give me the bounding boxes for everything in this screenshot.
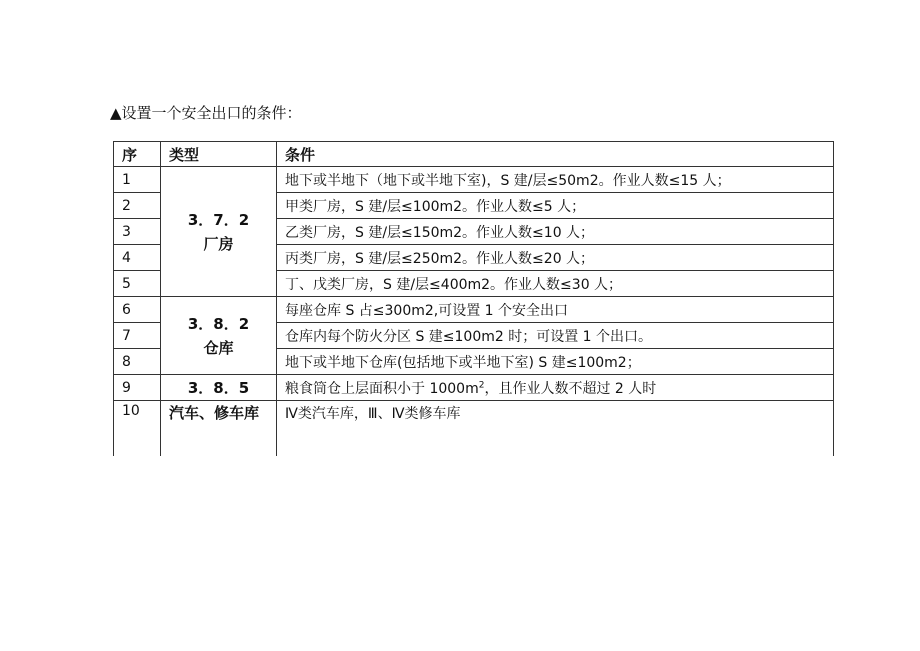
row-seq: 3 [114,219,161,245]
row-condition: Ⅳ类汽车库，Ⅲ、Ⅳ类修车库 [277,401,834,457]
header-type: 类型 [161,142,277,167]
type-garage: 汽车、修车库 [161,401,277,457]
row-seq: 10 [114,401,161,457]
row-seq: 5 [114,271,161,297]
header-condition: 条件 [277,142,834,167]
row-condition: 丙类厂房，S 建/层≤250m2。作业人数≤20 人； [277,245,834,271]
superscript: 2 [478,379,485,390]
table-row [114,167,834,193]
type-factory [161,167,277,297]
row-condition: 每座仓库 S 占≤300m2,可设置 1 个安全出口 [277,297,834,323]
row-condition: 丁、戊类厂房，S 建/层≤400m2。作业人数≤30 人； [277,271,834,297]
table-row [114,297,834,323]
conditions-table [113,141,834,456]
type-clause: 3．7．2 [187,210,250,229]
section-heading: ▲设置一个安全出口的条件： [110,104,302,122]
row-condition: 地下或半地下（地下或半地下室)，S 建/层≤50m2。作业人数≤15 人； [277,167,834,193]
row-seq: 9 [114,375,161,401]
type-label: 仓库 [203,338,234,357]
row-seq: 1 [114,167,161,193]
table-row [114,401,834,457]
row-condition: 乙类厂房，S 建/层≤150m2。作业人数≤10 人； [277,219,834,245]
type-silo: 3．8．5 [161,375,277,401]
row-condition [277,375,834,401]
row-seq: 2 [114,193,161,219]
row-seq: 6 [114,297,161,323]
table-header-row [114,142,834,167]
type-clause: 3．8．2 [187,314,250,333]
table-row [114,375,834,401]
row-condition: 地下或半地下仓库(包括地下或半地下室) S 建≤100m2； [277,349,834,375]
row-seq: 4 [114,245,161,271]
row-condition: 甲类厂房，S 建/层≤100m2。作业人数≤5 人； [277,193,834,219]
condition-text: ，且作业人数不超过 2 人时 [484,380,657,397]
row-condition: 仓库内每个防火分区 S 建≤100m2 时；可设置 1 个出口。 [277,323,834,349]
header-seq: 序 [114,142,161,167]
type-warehouse [161,297,277,375]
row-seq: 7 [114,323,161,349]
condition-text: 粮食筒仓上层面积小于 1000m [285,380,479,397]
row-seq: 8 [114,349,161,375]
type-label: 厂房 [203,234,234,253]
